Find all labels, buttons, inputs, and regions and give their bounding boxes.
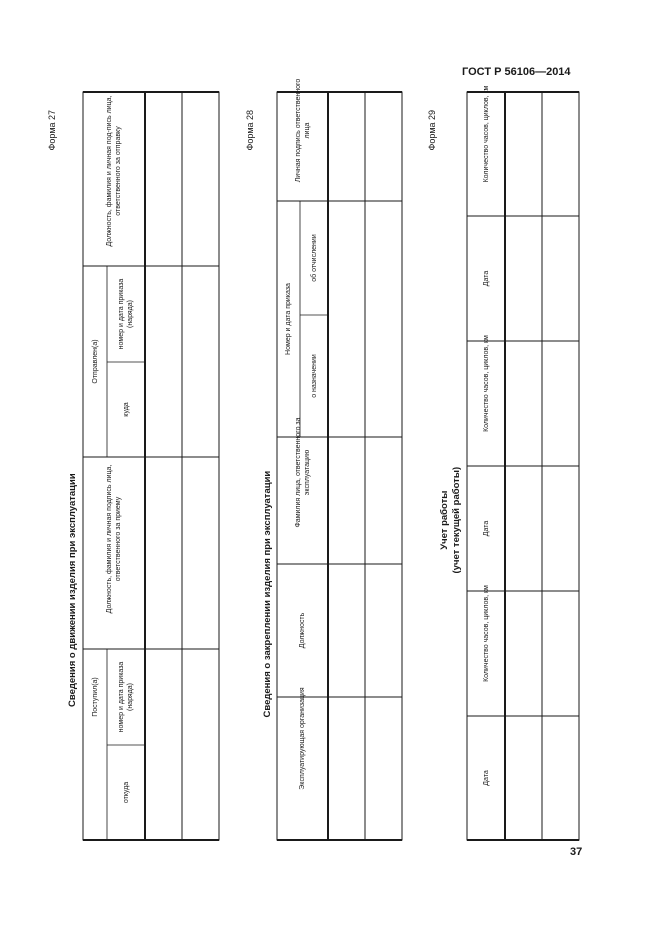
form28-label: Форма 28 [245, 109, 255, 151]
form29-date-2: Дата [482, 520, 490, 537]
form29-title: Учет работы [439, 490, 450, 550]
page-number: 37 [570, 846, 583, 858]
standard-header: ГОСТ Р 56106—2014 [462, 66, 571, 78]
form29-title-block [439, 467, 463, 574]
form28-title: Сведения о закреплении изделия при эксплуатации [262, 470, 273, 718]
form28-signature: Личная подпись ответственного лица [294, 78, 311, 183]
form29-label: Форма 29 [427, 109, 437, 151]
form27-received-group: Поступил(а) [91, 677, 99, 717]
form29-qty-3: Количество часов, циклов, км [482, 85, 490, 183]
form27-received-person: Должность, фамилия и личная подпись лица, ответственного за приему [106, 464, 122, 614]
form27-received-order: номер и дата приказа (наряда) [118, 661, 134, 733]
form27-sent-order: номер и дата приказа (наряда) [118, 278, 134, 350]
form27-label: Форма 27 [47, 109, 57, 151]
form29-date-1: Дата [482, 770, 490, 786]
form29-date-3: Дата [482, 270, 490, 287]
form27-sent-group: Отправлен(а) [91, 339, 99, 384]
form28-appointment: о назначении [310, 354, 318, 398]
form28-responsible: Фамилия лица, ответственного за эксплуатацию [294, 417, 311, 528]
form28-position: Должность [299, 612, 306, 649]
form29-subtitle: (учет текущей работы) [451, 466, 462, 574]
form28-org: Эксплуатирующая организация [299, 687, 306, 790]
form27-title: Сведения о движении изделия при эксплуатации [67, 473, 78, 707]
form29-qty-2: Количество часов, циклов, км [482, 335, 490, 432]
form28-order-group: Номер и дата приказа [285, 283, 292, 355]
form27-sent-person: Должность, фамилия и личная под-пись лица, ответственного за отправку [106, 95, 122, 247]
form29-qty-1: Количество часов, циклов, км [482, 585, 490, 682]
form27-sent-to: куда [122, 402, 130, 417]
form28-dismissal: об отчислении [310, 234, 318, 282]
form27-received-from: откуда [122, 781, 130, 804]
